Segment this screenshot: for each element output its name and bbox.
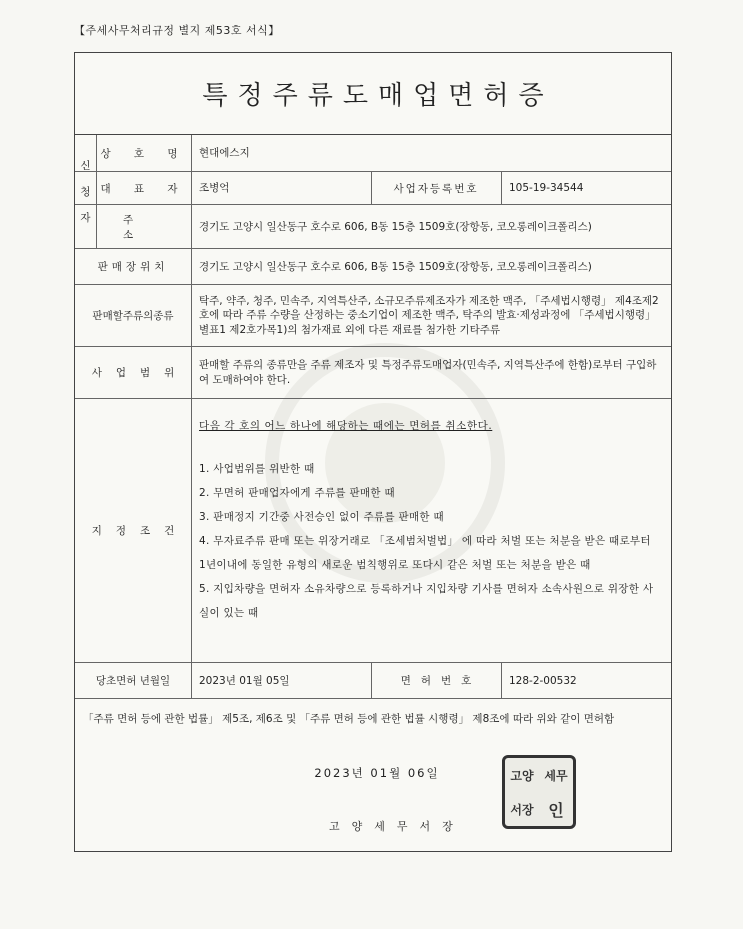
representative-row — [75, 172, 671, 205]
representative-label: 대 표 자 — [100, 182, 188, 195]
seal-char: 세무 — [544, 768, 568, 783]
license-no-label: 면허번호 — [400, 675, 482, 687]
condition-item: 4. 무자료주류 판매 또는 위장거래로 「조세범처벌법」 에 따라 처벌 또는 처분을 받은 때로부터 1년이내에 동일한 유형의 새로운 범칙행위로 또다시 같은 처벌 또는 처분을 받은 때 — [199, 535, 651, 571]
liquor-types-value: 탁주, 약주, 청주, 민속주, 지역특산주, 소규모주류제조자가 제조한 맥주, 「주세법시행령」 제4조제2호에 따라 주류 수량을 산정하는 중소기업이 제조한 맥주, 탁주의 발효·제성과정에 「주세법시행령」 별표1 제2호가목1)의 첨가재료 외에 다른 재료를 첨가한 기타주류 — [199, 294, 659, 336]
condition-item: 5. 지입차량을 면허자 소유차량으로 등록하거나 지입차량 기사를 면허자 소속사원으로 위장한 사실이 있는 때 — [199, 583, 654, 619]
conditions-list — [199, 457, 661, 625]
initial-license-date-label: 당초면허 년월일 — [95, 675, 171, 687]
issue-date: 2023년 01월 06일 — [314, 766, 440, 780]
condition-item: 2. 무면허 판매업자에게 주류를 판매한 때 — [199, 487, 395, 499]
license-certificate — [74, 52, 672, 852]
applicant-char-3: 자 — [80, 212, 91, 224]
sales-location-value: 경기도 고양시 일산동구 호수로 606, B동 15층 1509호(장항동, 코오롱레이크폴리스) — [199, 260, 592, 273]
conditions-row — [75, 399, 671, 663]
address-label: 주 소 — [123, 213, 164, 241]
conditions-heading: 다음 각 호의 어느 하나에 해당하는 때에는 면허를 취소한다. — [199, 420, 493, 432]
license-no-value: 128-2-00532 — [509, 674, 577, 687]
conditions-label: 지정조건 — [91, 525, 189, 537]
seal-char: 고양 — [510, 768, 534, 783]
trade-name-label: 상 호 명 — [100, 147, 188, 160]
issuer-name: 고양세무서장 — [329, 820, 465, 833]
business-scope-label: 사업범위 — [91, 367, 189, 379]
sales-location-label: 판매장위치 — [97, 261, 169, 273]
seal-char: 인 — [548, 800, 564, 820]
official-seal-icon — [502, 755, 576, 829]
trade-name-value: 현대에스지 — [199, 147, 250, 159]
license-date-row — [75, 663, 671, 699]
title-box — [75, 53, 671, 135]
address-row — [75, 205, 671, 249]
liquor-types-label: 판매할주류의종류 — [92, 310, 174, 322]
legal-basis-text: 「주류 면허 등에 관한 법률」 제5조, 제6조 및 「주류 면허 등에 관한 법률 시행령」 제8조에 따라 위와 같이 면허함 — [83, 713, 615, 725]
initial-license-date-value: 2023년 01월 05일 — [199, 674, 290, 687]
form-caption: 【주세사무처리규정 별지 제53호 서식】 — [74, 24, 280, 37]
liquor-types-row — [75, 285, 671, 347]
sales-location-row — [75, 249, 671, 285]
conditions-content — [191, 399, 671, 662]
condition-item: 3. 판매정지 기간중 사전승인 없이 주류를 판매한 때 — [199, 511, 444, 523]
address-value: 경기도 고양시 일산동구 호수로 606, B동 15층 1509호(장항동, 코오롱레이크폴리스) — [199, 220, 592, 233]
business-scope-value: 판매할 주류의 종류만을 주류 제조자 및 특정주류도매업자(민속주, 지역특산주에 한함)로부터 구입하여 도매하여야 한다. — [199, 359, 657, 386]
page-title: 특정주류도매업면허증 — [202, 81, 554, 111]
condition-item: 1. 사업범위를 위반한 때 — [199, 463, 315, 475]
trade-name-row — [75, 135, 671, 172]
business-reg-value: 105-19-34544 — [509, 182, 584, 194]
representative-value: 조병억 — [199, 182, 230, 194]
seal-char: 서장 — [510, 802, 534, 817]
business-reg-label: 사업자등록번호 — [393, 182, 479, 195]
business-scope-row — [75, 347, 671, 399]
applicant-char-2: 청 — [80, 186, 91, 198]
applicant-char-1: 신 — [80, 160, 91, 172]
